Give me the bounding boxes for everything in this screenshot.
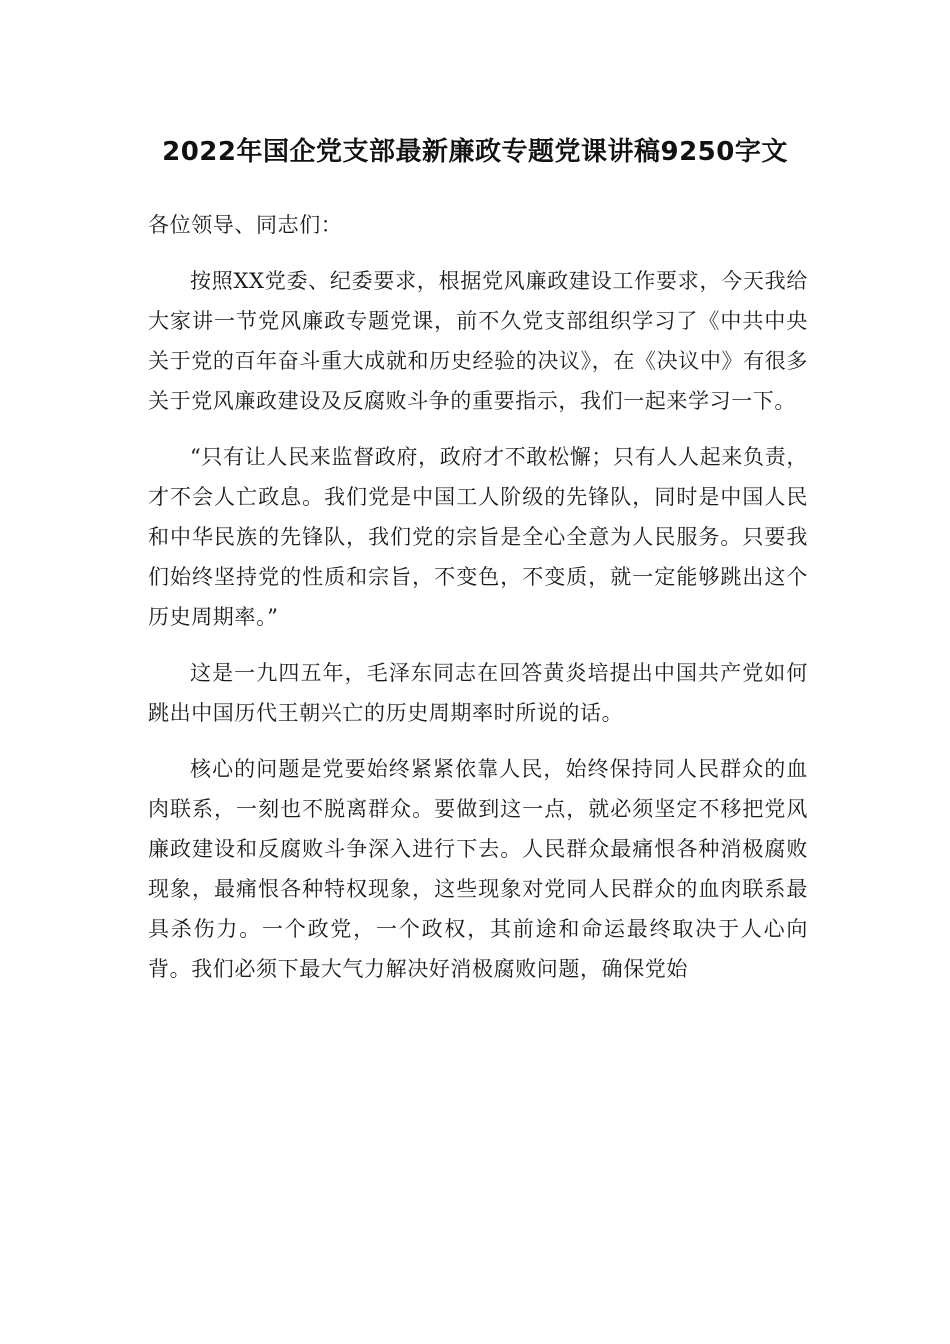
- greeting-line: 各位领导、同志们：: [148, 213, 343, 237]
- document-body: [148, 205, 808, 1005]
- paragraph-3: 这是一九四五年，毛泽东同志在回答黄炎培提出中国共产党如何跳出中国历代王朝兴亡的历史周期率时所说的话。: [148, 661, 808, 725]
- document-title: 2022年国企党支部最新廉政专题党课讲稿9250字文: [162, 137, 788, 167]
- paragraph-4: 核心的问题是党要始终紧紧依靠人民，始终保持同人民群众的血肉联系，一刻也不脱离群众。要做到这一点，就必须坚定不移把党风廉政建设和反腐败斗争深入进行下去。人民群众最痛恨各种消极腐败现象，最痛恨各种特权现象，这些现象对党同人民群众的血肉联系最具杀伤力。一个政党，一个政权，其前途和命运最终取决于人心向背。我们必须下最大气力解决好消极腐败问题，确保党始: [148, 757, 808, 981]
- paragraph-1: 按照XX党委、纪委要求，根据党风廉政建设工作要求，今天我给大家讲一节党风廉政专题党课，前不久党支部组织学习了《中共中央关于党的百年奋斗重大成就和历史经验的决议》，在《决议中》有很多关于党风廉政建设及反腐败斗争的重要指示，我们一起来学习一下。: [148, 269, 808, 413]
- paragraph-2-quote: “只有让人民来监督政府，政府才不敢松懈；只有人人起来负责，才不会人亡政息。我们党是中国工人阶级的先锋队，同时是中国人民和中华民族的先锋队，我们党的宗旨是全心全意为人民服务。只要我们始终坚持党的性质和宗旨，不变色，不变质，就一定能够跳出这个历史周期率。”: [148, 445, 808, 629]
